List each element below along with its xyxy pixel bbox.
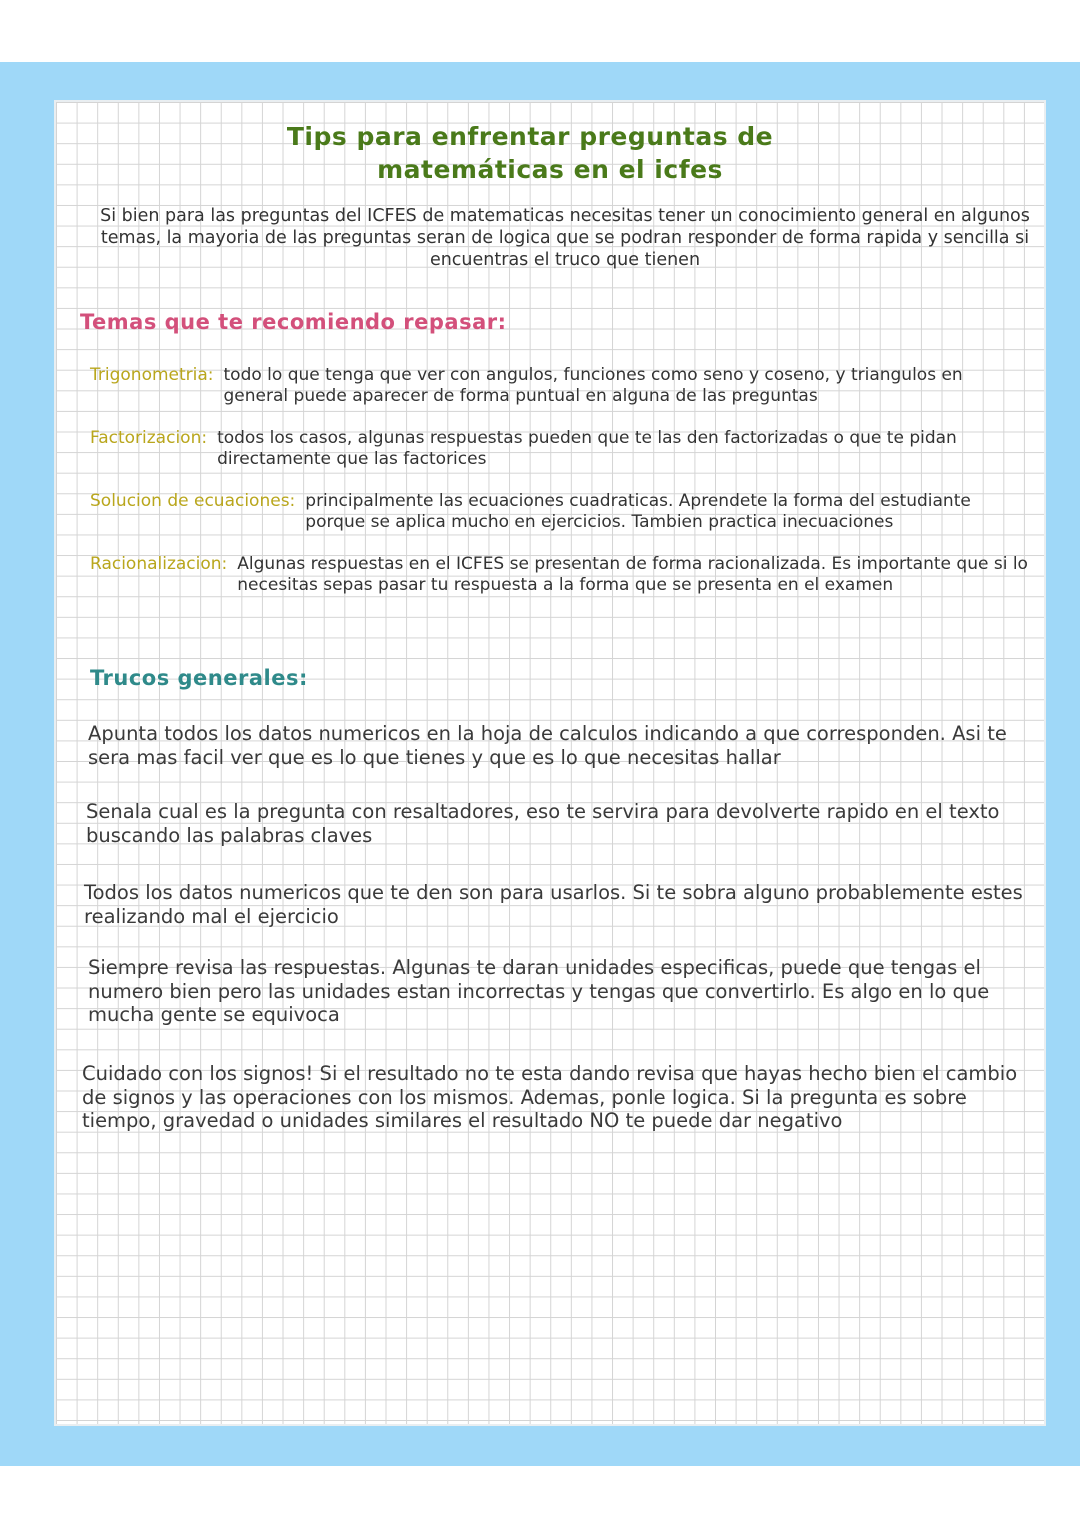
tip-paragraph: Cuidado con los signos! Si el resultado no te esta dando revisa que hayas hecho bien el cambio de signos y las operaciones con los mismos. Ademas, ponle logica. Si la pregunta es sobre tiempo, gravedad o unidades similares el resultado NO te puede dar negativo [82,1062,1018,1132]
topic-label: Solucion de ecuaciones: [90,491,296,511]
intro-paragraph: Si bien para las preguntas del ICFES de matematicas necesitas tener un conocimiento general en algunos temas, la mayoria de las preguntas seran de logica que se podran responder de forma rapida y sencilla si encuentras el truco que tienen [100,206,1030,270]
tip-paragraph: Apunta todos los datos numericos en la hoja de calculos indicando a que corresponden. Asi te sera mas facil ver que es lo que tienes y que es lo que necesitas hallar [88,722,1007,769]
title-line-2: matemáticas en el icfes [377,155,723,184]
topic-description: todo lo que tenga que ver con angulos, funciones como seno y coseno, y triangulos en general puede aparecer de forma puntual en alguna de las preguntas [223,365,963,406]
trucos-heading: Trucos generales: [90,666,308,690]
topic-description: Algunas respuestas en el ICFES se presentan de forma racionalizada. Es importante que si lo necesitas sepas pasar tu respuesta a la forma que se presenta en el examen [237,554,1028,595]
tip-paragraph: Siempre revisa las respuestas. Algunas te daran unidades especificas, puede que tengas el numero bien pero las unidades estan incorrectas y tengas que convertirlo. Es algo en lo que mucha gente se equivoca [88,956,990,1026]
topic-label: Racionalizacion: [90,554,228,574]
topic-item [90,554,1030,596]
topic-item [90,365,1030,407]
topic-item [90,428,1030,470]
topic-item [90,491,1030,533]
tip-paragraph: Todos los datos numericos que te den son para usarlos. Si te sobra alguno probablemente estes realizando mal el ejercicio [84,881,1023,928]
title-line-1: Tips para enfrentar preguntas de [286,122,774,151]
temas-heading: Temas que te recomiendo repasar: [80,310,507,334]
topic-label: Factorizacion: [90,428,208,448]
tip-paragraph: Senala cual es la pregunta con resaltadores, eso te servira para devolverte rapido en el texto buscando las palabras claves [86,800,1000,847]
topic-description: todos los casos, algunas respuestas pueden que te las den factorizadas o que te pidan directamente que las factorices [217,428,957,469]
page-title [54,120,1046,186]
topic-label: Trigonometria: [90,365,214,385]
topic-description: principalmente las ecuaciones cuadraticas. Aprendete la forma del estudiante porque se aplica mucho en ejercicios. Tambien practica inecuaciones [305,491,971,532]
